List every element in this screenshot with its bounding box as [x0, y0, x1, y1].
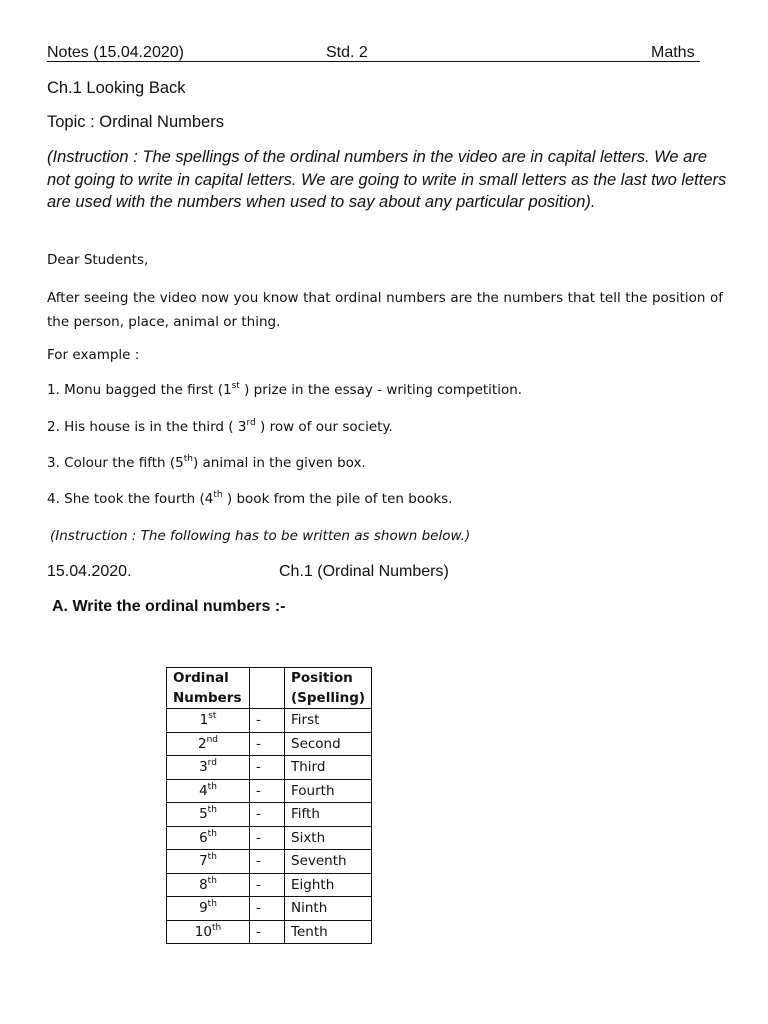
table-row	[167, 709, 372, 733]
spelling-cell: Seventh	[285, 850, 372, 874]
ordinal-numbers-table	[166, 667, 372, 944]
spelling-cell: First	[285, 709, 372, 733]
intro-paragraph: After seeing the video now you know that ordinal numbers are the numbers that tell the position of the person, place, animal or thing.	[47, 290, 723, 330]
header-text: (Spelling)	[291, 690, 366, 706]
ordinal-cell	[167, 920, 250, 944]
example-4	[47, 491, 452, 507]
spelling-cell: Eighth	[285, 873, 372, 897]
ordinal-suffix: th	[183, 454, 193, 464]
ordinal-number: 3	[199, 759, 208, 776]
ordinal-number: 5	[199, 806, 208, 823]
ordinal-number: 7	[199, 853, 208, 870]
ordinal-cell	[167, 873, 250, 897]
dash-cell: -	[250, 920, 285, 944]
ordinal-suffix: st	[231, 381, 240, 391]
greeting: Dear Students,	[47, 252, 149, 268]
ordinal-number: 1	[199, 712, 209, 729]
table-row	[167, 920, 372, 944]
instruction-2: (Instruction : The following has to be written as shown below.)	[50, 528, 471, 544]
ordinal-cell	[167, 803, 250, 827]
dash-cell: -	[250, 850, 285, 874]
spelling-cell: Fourth	[285, 779, 372, 803]
example-text: 1. Monu bagged the first (1	[47, 382, 232, 398]
dash-cell: -	[250, 803, 285, 827]
header-notes: Notes (15.04.2020)	[47, 44, 184, 61]
header-text: Ordinal	[173, 670, 229, 686]
example-text: ) prize in the essay - writing competition.	[239, 382, 523, 398]
ordinal-number: 4	[199, 782, 208, 799]
table-row	[167, 779, 372, 803]
ordinal-cell	[167, 897, 250, 921]
ordinal-number: 2	[197, 735, 207, 752]
spelling-cell: Sixth	[285, 826, 372, 850]
ordinal-suffix: th	[213, 490, 223, 500]
example-1	[47, 382, 522, 398]
example-2	[47, 419, 393, 435]
ordinal-cell	[167, 732, 250, 756]
table-row	[167, 897, 372, 921]
table-row	[167, 826, 372, 850]
ordinal-suffix: rd	[246, 418, 256, 428]
ordinal-cell	[167, 756, 250, 780]
dash-cell: -	[250, 826, 285, 850]
table-row	[167, 850, 372, 874]
ordinal-cell	[167, 709, 250, 733]
ordinal-suffix: nd	[206, 734, 218, 745]
dash-cell: -	[250, 732, 285, 756]
date-line-date: 15.04.2020.	[47, 563, 132, 580]
dash-cell: -	[250, 873, 285, 897]
header-position-spelling	[285, 668, 372, 709]
spelling-cell: Third	[285, 756, 372, 780]
header-ordinal-numbers	[167, 668, 250, 709]
dash-cell: -	[250, 779, 285, 803]
ordinal-number: 10	[194, 923, 212, 940]
example-text: ) row of our society.	[255, 419, 393, 435]
instruction-1: (Instruction : The spellings of the ordinal numbers in the video are in capital letters. We are not going to write in capital letters. We are going to write in small letters as the last two letters are used with the numbers when used to say about any particular position).	[47, 148, 727, 211]
topic-title: Topic : Ordinal Numbers	[47, 113, 224, 131]
ordinal-suffix: th	[207, 828, 217, 839]
header-underline	[47, 61, 700, 62]
table-row	[167, 803, 372, 827]
example-text: ) book from the pile of ten books.	[222, 491, 453, 507]
ordinal-number: 8	[199, 876, 208, 893]
dash-cell: -	[250, 897, 285, 921]
spelling-cell: Tenth	[285, 920, 372, 944]
table-row	[167, 756, 372, 780]
ordinal-suffix: th	[207, 781, 217, 792]
dash-cell: -	[250, 756, 285, 780]
ordinal-suffix: th	[207, 899, 217, 910]
ordinal-suffix: th	[207, 875, 217, 886]
example-text: 2. His house is in the third ( 3	[47, 419, 247, 435]
ordinal-cell	[167, 826, 250, 850]
header-blank	[250, 668, 285, 709]
example-text: 4. She took the fourth (4	[47, 491, 214, 507]
example-text: ) animal in the given box.	[192, 455, 366, 471]
ordinal-cell	[167, 779, 250, 803]
for-example-label: For example :	[47, 347, 140, 363]
table-header-row	[167, 668, 372, 709]
example-3	[47, 455, 366, 471]
ordinal-suffix: rd	[207, 758, 217, 769]
ordinal-suffix: th	[207, 852, 217, 863]
ordinal-number: 6	[199, 829, 208, 846]
header-text: Numbers	[173, 690, 242, 706]
chapter-title: Ch.1 Looking Back	[47, 79, 186, 97]
header-std: Std. 2	[326, 44, 368, 61]
ordinal-number: 9	[199, 900, 208, 917]
ordinal-suffix: th	[207, 805, 217, 816]
ordinal-suffix: st	[208, 711, 217, 722]
spelling-cell: Second	[285, 732, 372, 756]
spelling-cell: Ninth	[285, 897, 372, 921]
ordinal-cell	[167, 850, 250, 874]
ordinal-suffix: th	[211, 922, 222, 933]
spelling-cell: Fifth	[285, 803, 372, 827]
section-a-title: A. Write the ordinal numbers :-	[52, 598, 286, 615]
date-line-chapter: Ch.1 (Ordinal Numbers)	[279, 563, 449, 580]
table-row	[167, 732, 372, 756]
example-text: 3. Colour the fifth (5	[47, 455, 184, 471]
dash-cell: -	[250, 709, 285, 733]
table-row	[167, 873, 372, 897]
header-text: Position	[291, 670, 353, 686]
header-subject: Maths	[651, 44, 695, 61]
